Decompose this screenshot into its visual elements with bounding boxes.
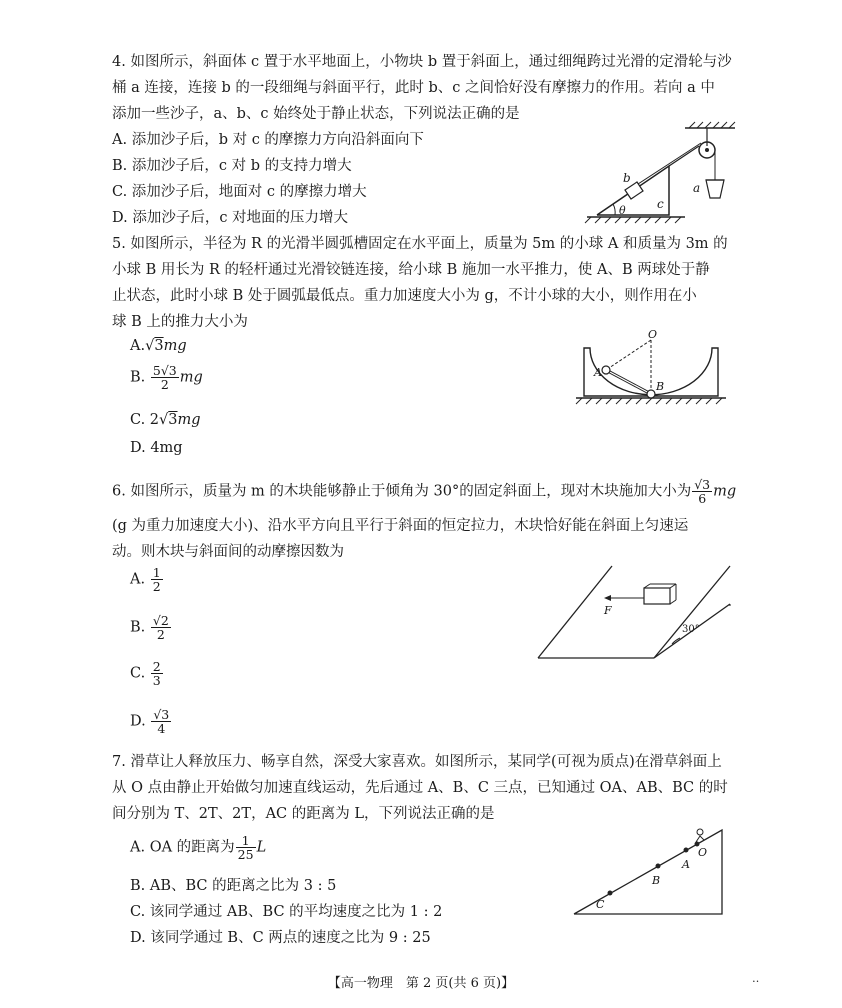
q5-option-c: C. 2√3mg xyxy=(130,412,201,428)
q4-stem-line1: 4. 如图所示，斜面体 c 置于水平地面上，小物块 b 置于斜面上，通过细绳跨过光滑的定滑轮与沙 xyxy=(112,54,732,70)
q7-stem-line3: 间分别为 T、2T、2T，AC 的距离为 L，下列说法正确的是 xyxy=(112,806,495,822)
page-footer: 【高一物理 第 2 页(共 6 页)】 xyxy=(327,976,515,991)
q4-figure xyxy=(585,118,745,228)
q4-stem-line3: 添加一些沙子，a、b、c 始终处于静止状态，下列说法正确的是 xyxy=(112,106,520,122)
q7-figure xyxy=(570,826,730,918)
q7-label-o: O xyxy=(698,846,708,859)
q7-label-b: B xyxy=(652,874,661,887)
q7-label-c: C xyxy=(596,898,605,911)
q6-option-b: B. $\frac{√2}{2}$ xyxy=(130,613,169,642)
q5-label-a: A xyxy=(594,366,602,379)
q4-option-b: B. 添加沙子后，c 对 b 的支持力增大 xyxy=(112,158,352,174)
q4-option-d: D. 添加沙子后，c 对地面的压力增大 xyxy=(112,210,349,226)
q7-stem-line1: 7. 滑草让人释放压力、畅享自然，深受大家喜欢。如图所示，某同学(可视为质点)在滑草斜面上 xyxy=(112,754,722,770)
q6-stem-line3: 动。则木块与斜面间的动摩擦因数为 xyxy=(112,544,344,560)
q5-label-o: O xyxy=(648,328,658,341)
q5-stem-line2: 小球 B 用长为 R 的轻杆通过光滑铰链连接，给小球 B 施加一水平推力，使 A、B 两球处于静 xyxy=(112,262,710,278)
q7-option-a: A. OA 的距离为 $\frac{1}{25}$ L xyxy=(130,833,267,862)
q5-option-d: D. 4mg xyxy=(130,440,183,456)
q4-option-c: C. 添加沙子后，地面对 c 的摩擦力增大 xyxy=(112,184,367,200)
q4-stem-line2: 桶 a 连接，连接 b 的一段细绳与斜面平行，此时 b、c 之间恰好没有摩擦力的作用。若向 a 中 xyxy=(112,80,715,96)
corner-mark: ‥ xyxy=(752,972,760,985)
q6-option-a: A. $\frac{1}{2}$ xyxy=(130,565,161,594)
q7-stem-line2: 从 O 点由静止开始做匀加速直线运动，先后通过 A、B、C 三点，已知通过 OA、AB、BC 的时 xyxy=(112,780,728,796)
q4-label-theta: θ xyxy=(619,204,626,217)
q6-figure xyxy=(534,562,734,662)
q6-label-f: F xyxy=(604,604,612,617)
q7-option-b: B. AB、BC 的距离之比为 3 : 5 xyxy=(130,878,337,894)
q5-stem-line1: 5. 如图所示，半径为 R 的光滑半圆弧槽固定在水平面上，质量为 5m 的小球 A 和质量为 3m 的 xyxy=(112,236,728,252)
q7-option-c: C. 该同学通过 AB、BC 的平均速度之比为 1 : 2 xyxy=(130,904,443,920)
q5-stem-line4: 球 B 上的推力大小为 xyxy=(112,314,248,330)
q6-label-angle: 30° xyxy=(682,624,700,635)
q6-stem-line1: 6. 如图所示，质量为 m 的木块能够静止于倾角为 30°的固定斜面上，现对木块施加大小为 $\frac{√3}{6}$ mg xyxy=(112,477,737,506)
q7-option-d: D. 该同学通过 B、C 两点的速度之比为 9 : 25 xyxy=(130,930,431,946)
q5-option-a: A.√3mg xyxy=(130,338,187,354)
q5-label-b: B xyxy=(656,380,665,393)
q5-figure xyxy=(576,330,726,410)
q7-label-a: A xyxy=(682,858,690,871)
q6-option-d: D. $\frac{√3}{4}$ xyxy=(130,707,170,736)
q5-option-b: B. $\frac{5√3}{2}$ mg xyxy=(130,363,203,392)
q4-label-a: a xyxy=(693,181,701,195)
q5-stem-line3: 止状态，此时小球 B 处于圆弧最低点。重力加速度大小为 g，不计小球的大小，则作用在小 xyxy=(112,288,697,304)
q6-stem-line2: (g 为重力加速度大小)、沿水平方向且平行于斜面的恒定拉力，木块恰好能在斜面上匀速运 xyxy=(112,518,689,534)
q4-label-c: c xyxy=(657,197,664,211)
q6-option-c: C. $\frac{2}{3}$ xyxy=(130,659,161,688)
q4-label-b: b xyxy=(623,171,631,185)
q4-option-a: A. 添加沙子后，b 对 c 的摩擦力方向沿斜面向下 xyxy=(112,132,424,148)
